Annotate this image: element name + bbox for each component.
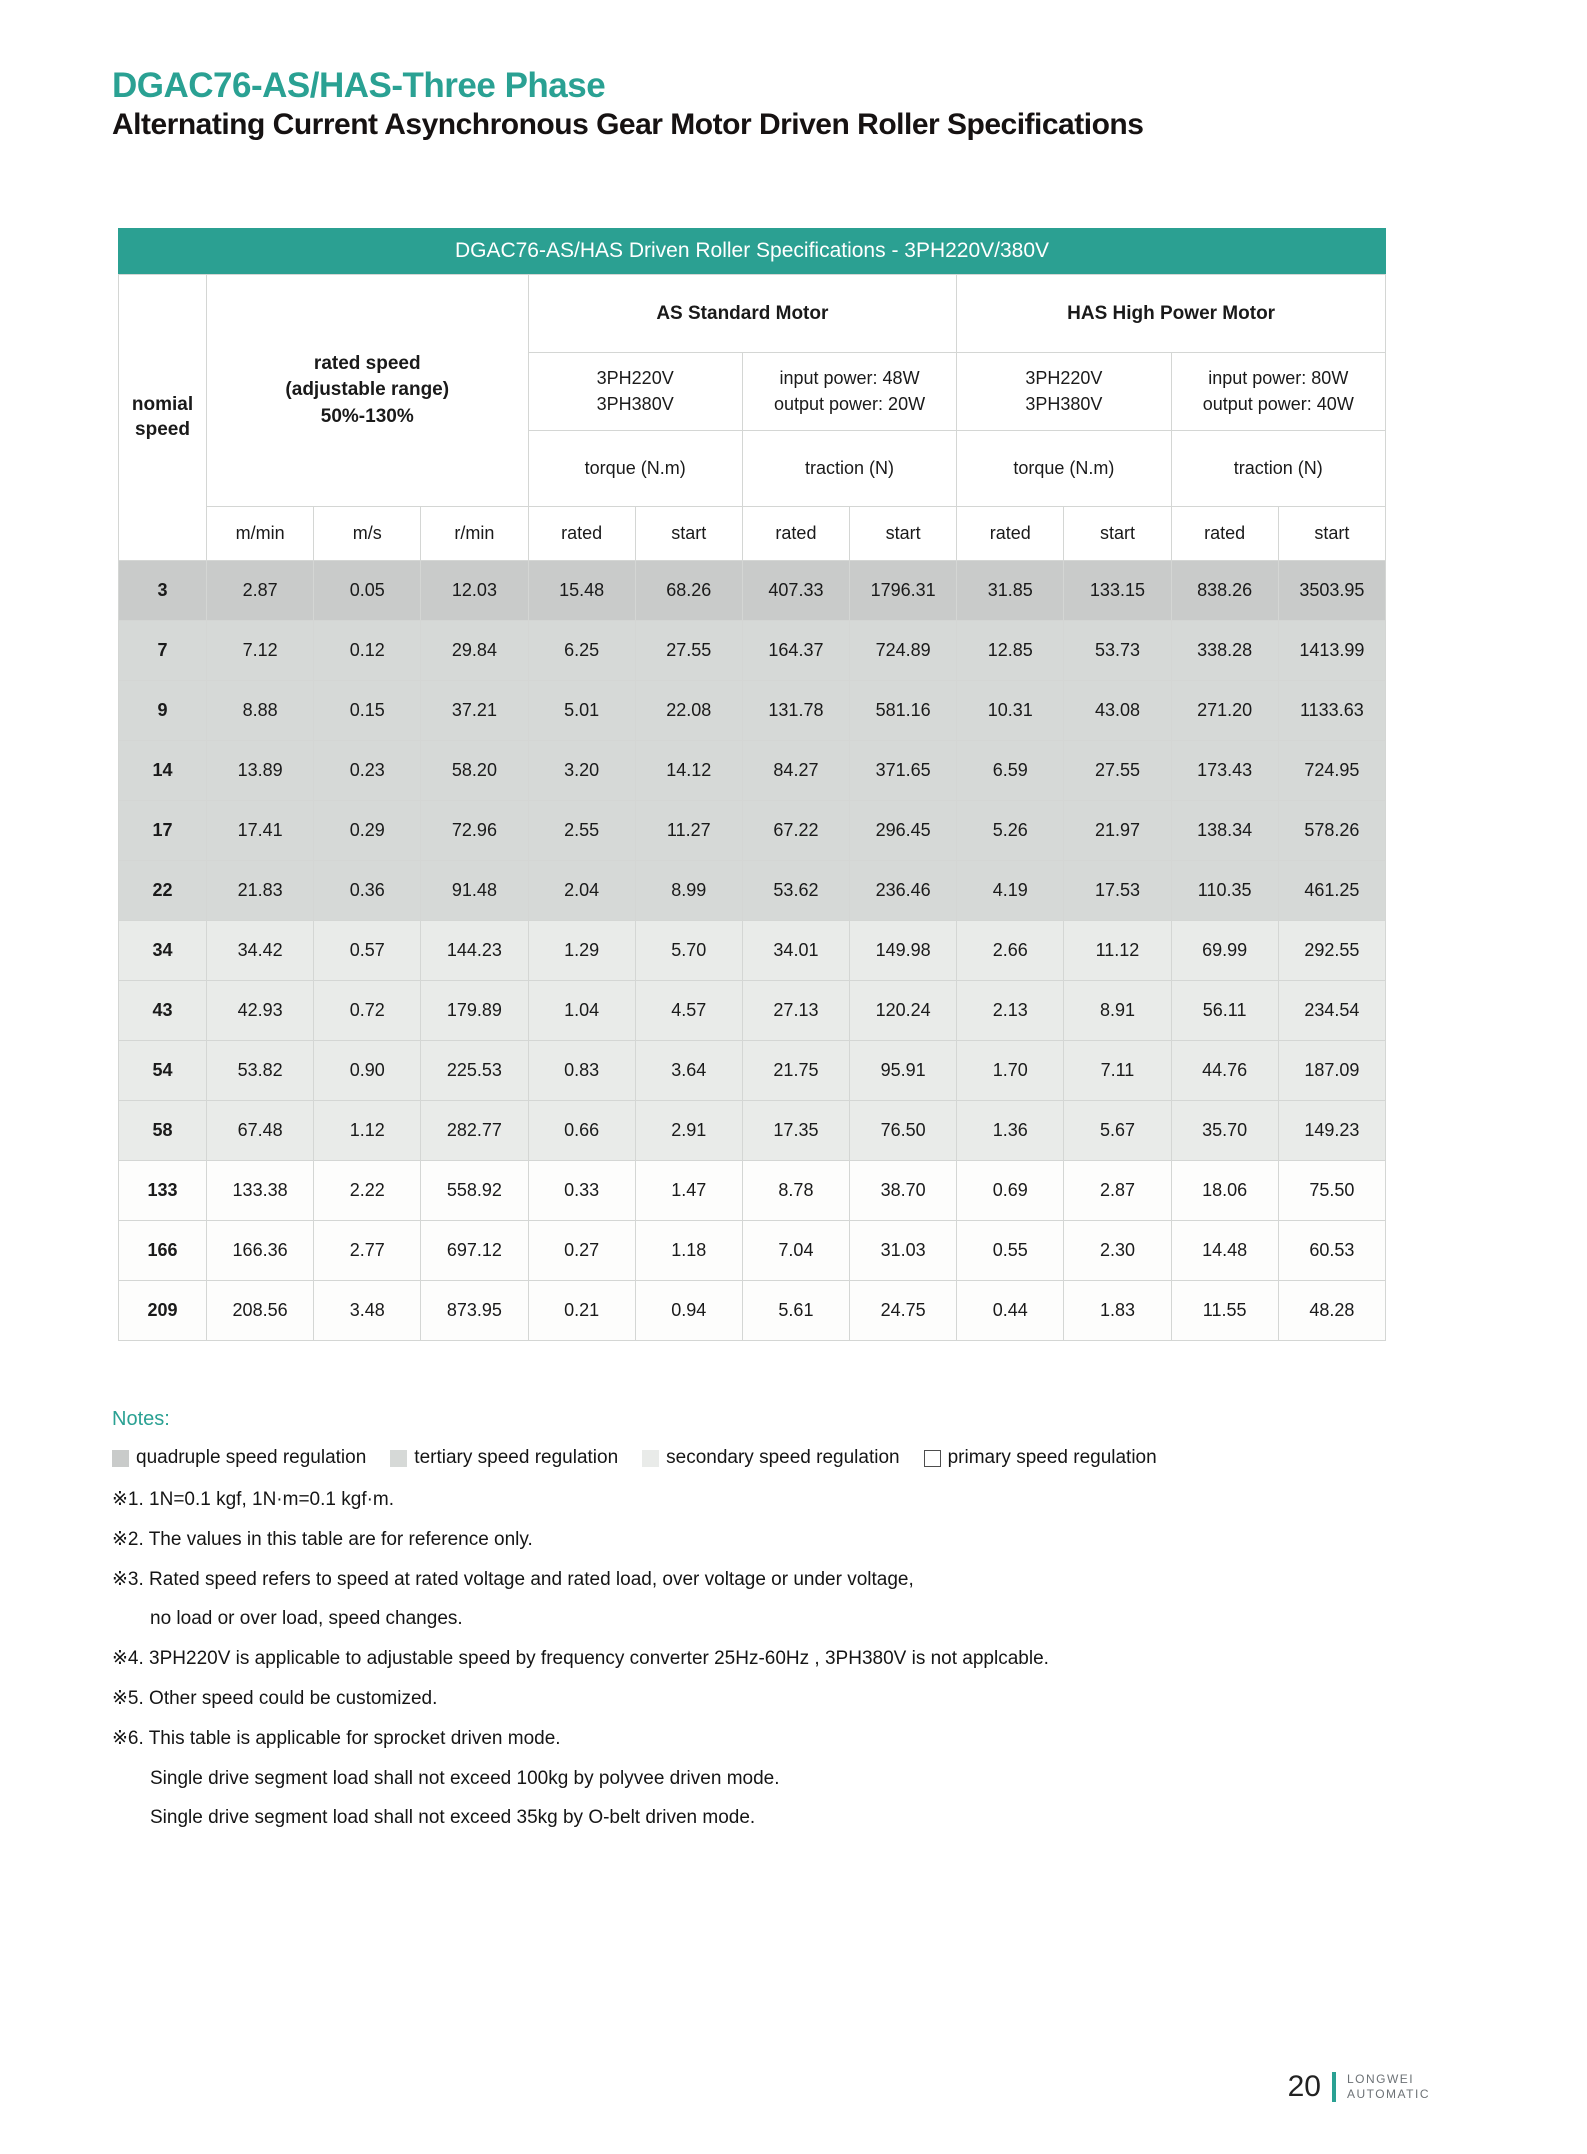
value-cell: 0.29 (314, 801, 421, 861)
legend-label: secondary speed regulation (666, 1447, 900, 1468)
table-row (119, 621, 1386, 681)
value-cell: 0.94 (635, 1281, 742, 1341)
value-cell: 0.83 (528, 1041, 635, 1101)
value-cell: 29.84 (421, 621, 528, 681)
has-power-line1: input power: 80W (1208, 368, 1349, 389)
nominal-speed-cell: 58 (119, 1101, 207, 1161)
value-cell: 1133.63 (1278, 681, 1385, 741)
value-cell: 34.42 (207, 921, 314, 981)
value-cell: 724.89 (850, 621, 957, 681)
as-torque-header: torque (N.m) (528, 431, 742, 507)
value-cell: 44.76 (1171, 1041, 1278, 1101)
value-cell: 12.85 (957, 621, 1064, 681)
value-cell: 149.23 (1278, 1101, 1385, 1161)
nominal-speed-cell: 7 (119, 621, 207, 681)
has-traction-header: traction (N) (1171, 431, 1385, 507)
value-cell: 166.36 (207, 1221, 314, 1281)
rated-speed-line2: (adjustable range) (285, 379, 450, 401)
table-row (119, 1221, 1386, 1281)
value-cell: 91.48 (421, 861, 528, 921)
value-cell: 4.57 (635, 981, 742, 1041)
table-row (119, 1101, 1386, 1161)
value-cell: 2.04 (528, 861, 635, 921)
value-cell: 2.77 (314, 1221, 421, 1281)
legend-item-secondary (642, 1447, 899, 1469)
value-cell: 296.45 (850, 801, 957, 861)
value-cell: 697.12 (421, 1221, 528, 1281)
value-cell: 0.66 (528, 1101, 635, 1161)
value-cell: 7.04 (742, 1221, 849, 1281)
value-cell: 144.23 (421, 921, 528, 981)
has-voltage-header (957, 353, 1171, 431)
value-cell: 407.33 (742, 561, 849, 621)
value-cell: 0.57 (314, 921, 421, 981)
has-power-header (1171, 353, 1385, 431)
value-cell: 13.89 (207, 741, 314, 801)
unit-m-min: m/min (207, 507, 314, 561)
unit-start-2: start (850, 507, 957, 561)
value-cell: 4.19 (957, 861, 1064, 921)
legend-item-quadruple (112, 1447, 366, 1469)
value-cell: 558.92 (421, 1161, 528, 1221)
value-cell: 27.55 (635, 621, 742, 681)
value-cell: 0.55 (957, 1221, 1064, 1281)
as-traction-header: traction (N) (742, 431, 956, 507)
value-cell: 58.20 (421, 741, 528, 801)
has-motor-header: HAS High Power Motor (957, 275, 1386, 353)
value-cell: 53.73 (1064, 621, 1171, 681)
has-voltage-line1: 3PH220V (1025, 368, 1103, 389)
table-row (119, 741, 1386, 801)
value-cell: 838.26 (1171, 561, 1278, 621)
value-cell: 24.75 (850, 1281, 957, 1341)
legend-label: quadruple speed regulation (136, 1447, 367, 1468)
value-cell: 8.88 (207, 681, 314, 741)
nominal-speed-cell: 34 (119, 921, 207, 981)
value-cell: 371.65 (850, 741, 957, 801)
note-line: Single drive segment load shall not exceed 35kg by O-belt driven mode. (150, 1807, 756, 1829)
legend-item-tertiary (390, 1447, 618, 1469)
value-cell: 53.62 (742, 861, 849, 921)
value-cell: 10.31 (957, 681, 1064, 741)
notes-lines (112, 1489, 1457, 1830)
value-cell: 461.25 (1278, 861, 1385, 921)
value-cell: 5.67 (1064, 1101, 1171, 1161)
value-cell: 338.28 (1171, 621, 1278, 681)
header-row-motors (119, 275, 1386, 353)
unit-r-min: r/min (421, 507, 528, 561)
value-cell: 69.99 (1171, 921, 1278, 981)
table-row (119, 1281, 1386, 1341)
value-cell: 271.20 (1171, 681, 1278, 741)
value-cell: 2.55 (528, 801, 635, 861)
value-cell: 56.11 (1171, 981, 1278, 1041)
nominal-speed-header: nomial speed (119, 275, 207, 561)
value-cell: 173.43 (1171, 741, 1278, 801)
value-cell: 110.35 (1171, 861, 1278, 921)
value-cell: 7.11 (1064, 1041, 1171, 1101)
value-cell: 1.70 (957, 1041, 1064, 1101)
value-cell: 5.01 (528, 681, 635, 741)
value-cell: 0.33 (528, 1161, 635, 1221)
nominal-speed-cell: 22 (119, 861, 207, 921)
value-cell: 76.50 (850, 1101, 957, 1161)
page-subtitle: Alternating Current Asynchronous Gear Motor Driven Roller Specifications (112, 108, 1144, 141)
value-cell: 282.77 (421, 1101, 528, 1161)
page-title: DGAC76-AS/HAS-Three Phase (112, 66, 606, 105)
value-cell: 21.75 (742, 1041, 849, 1101)
nominal-speed-cell: 166 (119, 1221, 207, 1281)
value-cell: 0.44 (957, 1281, 1064, 1341)
unit-start-1: start (635, 507, 742, 561)
note-line: ※4. 3PH220V is applicable to adjustable speed by frequency converter 25Hz-60Hz , 3PH380V is not applcable. (112, 1648, 1049, 1670)
value-cell: 3.64 (635, 1041, 742, 1101)
note-line: Single drive segment load shall not exceed 100kg by polyvee driven mode. (150, 1767, 780, 1789)
as-voltage-header (528, 353, 742, 431)
as-motor-header: AS Standard Motor (528, 275, 957, 353)
spec-table-grid (118, 274, 1386, 1341)
value-cell: 1.47 (635, 1161, 742, 1221)
value-cell: 3503.95 (1278, 561, 1385, 621)
page-number: 20 (1287, 2070, 1321, 2103)
spec-table (118, 228, 1386, 1341)
value-cell: 67.48 (207, 1101, 314, 1161)
table-row (119, 981, 1386, 1041)
unit-m-s: m/s (314, 507, 421, 561)
has-power-line2: output power: 40W (1202, 393, 1354, 414)
value-cell: 31.03 (850, 1221, 957, 1281)
value-cell: 0.23 (314, 741, 421, 801)
header-row-units (119, 507, 1386, 561)
value-cell: 1.29 (528, 921, 635, 981)
value-cell: 18.06 (1171, 1161, 1278, 1221)
nominal-speed-cell: 43 (119, 981, 207, 1041)
value-cell: 2.13 (957, 981, 1064, 1041)
value-cell: 2.87 (207, 561, 314, 621)
value-cell: 43.08 (1064, 681, 1171, 741)
value-cell: 164.37 (742, 621, 849, 681)
value-cell: 5.61 (742, 1281, 849, 1341)
table-caption: DGAC76-AS/HAS Driven Roller Specifications - 3PH220V/380V (118, 228, 1386, 274)
note-line: ※5. Other speed could be customized. (112, 1687, 438, 1709)
value-cell: 14.12 (635, 741, 742, 801)
value-cell: 12.03 (421, 561, 528, 621)
rated-speed-line1: rated speed (313, 352, 421, 374)
value-cell: 2.87 (1064, 1161, 1171, 1221)
value-cell: 84.27 (742, 741, 849, 801)
value-cell: 6.59 (957, 741, 1064, 801)
value-cell: 292.55 (1278, 921, 1385, 981)
quadruple-swatch-icon (112, 1450, 129, 1467)
value-cell: 17.53 (1064, 861, 1171, 921)
value-cell: 67.22 (742, 801, 849, 861)
tertiary-swatch-icon (390, 1450, 407, 1467)
value-cell: 42.93 (207, 981, 314, 1041)
unit-rated-1: rated (528, 507, 635, 561)
table-row (119, 861, 1386, 921)
value-cell: 60.53 (1278, 1221, 1385, 1281)
value-cell: 0.15 (314, 681, 421, 741)
note-line: ※6. This table is applicable for sprocket driven mode. (112, 1727, 561, 1749)
value-cell: 72.96 (421, 801, 528, 861)
value-cell: 38.70 (850, 1161, 957, 1221)
nominal-speed-cell: 9 (119, 681, 207, 741)
as-power-header (742, 353, 956, 431)
rated-speed-header (207, 275, 529, 507)
value-cell: 149.98 (850, 921, 957, 981)
value-cell: 138.34 (1171, 801, 1278, 861)
value-cell: 0.90 (314, 1041, 421, 1101)
value-cell: 0.12 (314, 621, 421, 681)
primary-swatch-icon (924, 1450, 941, 1467)
rated-speed-line3: 50%-130% (320, 405, 414, 427)
value-cell: 2.30 (1064, 1221, 1171, 1281)
value-cell: 95.91 (850, 1041, 957, 1101)
nominal-speed-cell: 54 (119, 1041, 207, 1101)
value-cell: 7.12 (207, 621, 314, 681)
value-cell: 5.70 (635, 921, 742, 981)
value-cell: 27.55 (1064, 741, 1171, 801)
value-cell: 15.48 (528, 561, 635, 621)
note-line: ※1. 1N=0.1 kgf, 1N·m=0.1 kgf·m. (112, 1489, 395, 1510)
value-cell: 48.28 (1278, 1281, 1385, 1341)
value-cell: 11.55 (1171, 1281, 1278, 1341)
nominal-speed-cell: 17 (119, 801, 207, 861)
value-cell: 2.66 (957, 921, 1064, 981)
page-footer (1288, 2070, 1430, 2104)
value-cell: 2.22 (314, 1161, 421, 1221)
value-cell: 187.09 (1278, 1041, 1385, 1101)
value-cell: 3.48 (314, 1281, 421, 1341)
value-cell: 133.15 (1064, 561, 1171, 621)
table-row (119, 1041, 1386, 1101)
notes-title: Notes: (112, 1408, 170, 1430)
brand-logo (1347, 2072, 1430, 2102)
legend-label: tertiary speed regulation (414, 1447, 619, 1468)
value-cell: 8.91 (1064, 981, 1171, 1041)
brand-line1: LONGWEI (1346, 2072, 1415, 2086)
value-cell: 581.16 (850, 681, 957, 741)
value-cell: 225.53 (421, 1041, 528, 1101)
secondary-swatch-icon (642, 1450, 659, 1467)
value-cell: 75.50 (1278, 1161, 1385, 1221)
value-cell: 1.12 (314, 1101, 421, 1161)
value-cell: 724.95 (1278, 741, 1385, 801)
value-cell: 68.26 (635, 561, 742, 621)
value-cell: 131.78 (742, 681, 849, 741)
value-cell: 2.91 (635, 1101, 742, 1161)
unit-start-4: start (1278, 507, 1385, 561)
unit-rated-2: rated (742, 507, 849, 561)
notes-section (112, 1408, 1457, 1847)
has-voltage-line2: 3PH380V (1025, 393, 1103, 414)
has-torque-header: torque (N.m) (957, 431, 1171, 507)
value-cell: 3.20 (528, 741, 635, 801)
value-cell: 234.54 (1278, 981, 1385, 1041)
brand-line2: AUTOMATIC (1346, 2087, 1430, 2101)
value-cell: 1.18 (635, 1221, 742, 1281)
value-cell: 8.78 (742, 1161, 849, 1221)
nominal-speed-cell: 3 (119, 561, 207, 621)
value-cell: 120.24 (850, 981, 957, 1041)
unit-rated-4: rated (1171, 507, 1278, 561)
value-cell: 5.26 (957, 801, 1064, 861)
value-cell: 6.25 (528, 621, 635, 681)
value-cell: 11.12 (1064, 921, 1171, 981)
regulation-legend (112, 1447, 1457, 1469)
legend-item-primary (924, 1447, 1157, 1469)
value-cell: 37.21 (421, 681, 528, 741)
value-cell: 0.27 (528, 1221, 635, 1281)
value-cell: 21.97 (1064, 801, 1171, 861)
value-cell: 236.46 (850, 861, 957, 921)
value-cell: 0.36 (314, 861, 421, 921)
value-cell: 53.82 (207, 1041, 314, 1101)
value-cell: 21.83 (207, 861, 314, 921)
legend-label: primary speed regulation (947, 1447, 1157, 1468)
value-cell: 0.05 (314, 561, 421, 621)
nominal-speed-cell: 209 (119, 1281, 207, 1341)
unit-rated-3: rated (957, 507, 1064, 561)
table-row (119, 801, 1386, 861)
value-cell: 22.08 (635, 681, 742, 741)
value-cell: 1.36 (957, 1101, 1064, 1161)
value-cell: 179.89 (421, 981, 528, 1041)
value-cell: 578.26 (1278, 801, 1385, 861)
table-row (119, 561, 1386, 621)
value-cell: 35.70 (1171, 1101, 1278, 1161)
value-cell: 133.38 (207, 1161, 314, 1221)
value-cell: 31.85 (957, 561, 1064, 621)
value-cell: 208.56 (207, 1281, 314, 1341)
value-cell: 1413.99 (1278, 621, 1385, 681)
unit-start-3: start (1064, 507, 1171, 561)
note-line: no load or over load, speed changes. (150, 1608, 463, 1630)
table-row (119, 681, 1386, 741)
value-cell: 1.83 (1064, 1281, 1171, 1341)
as-voltage-line1: 3PH220V (596, 368, 674, 389)
value-cell: 17.35 (742, 1101, 849, 1161)
table-row (119, 921, 1386, 981)
nominal-speed-cell: 133 (119, 1161, 207, 1221)
table-row (119, 1161, 1386, 1221)
value-cell: 873.95 (421, 1281, 528, 1341)
value-cell: 17.41 (207, 801, 314, 861)
value-cell: 0.69 (957, 1161, 1064, 1221)
value-cell: 8.99 (635, 861, 742, 921)
value-cell: 1796.31 (850, 561, 957, 621)
note-line: ※2. The values in this table are for reference only. (112, 1528, 533, 1550)
as-voltage-line2: 3PH380V (596, 393, 674, 414)
value-cell: 14.48 (1171, 1221, 1278, 1281)
value-cell: 1.04 (528, 981, 635, 1041)
value-cell: 34.01 (742, 921, 849, 981)
note-line: ※3. Rated speed refers to speed at rated voltage and rated load, over voltage or under voltage, (112, 1568, 914, 1590)
value-cell: 11.27 (635, 801, 742, 861)
as-power-line1: input power: 48W (779, 368, 920, 389)
as-power-line2: output power: 20W (773, 393, 926, 414)
value-cell: 0.21 (528, 1281, 635, 1341)
value-cell: 27.13 (742, 981, 849, 1041)
table-body (119, 561, 1386, 1341)
value-cell: 0.72 (314, 981, 421, 1041)
nominal-speed-cell: 14 (119, 741, 207, 801)
footer-divider (1332, 2072, 1336, 2102)
